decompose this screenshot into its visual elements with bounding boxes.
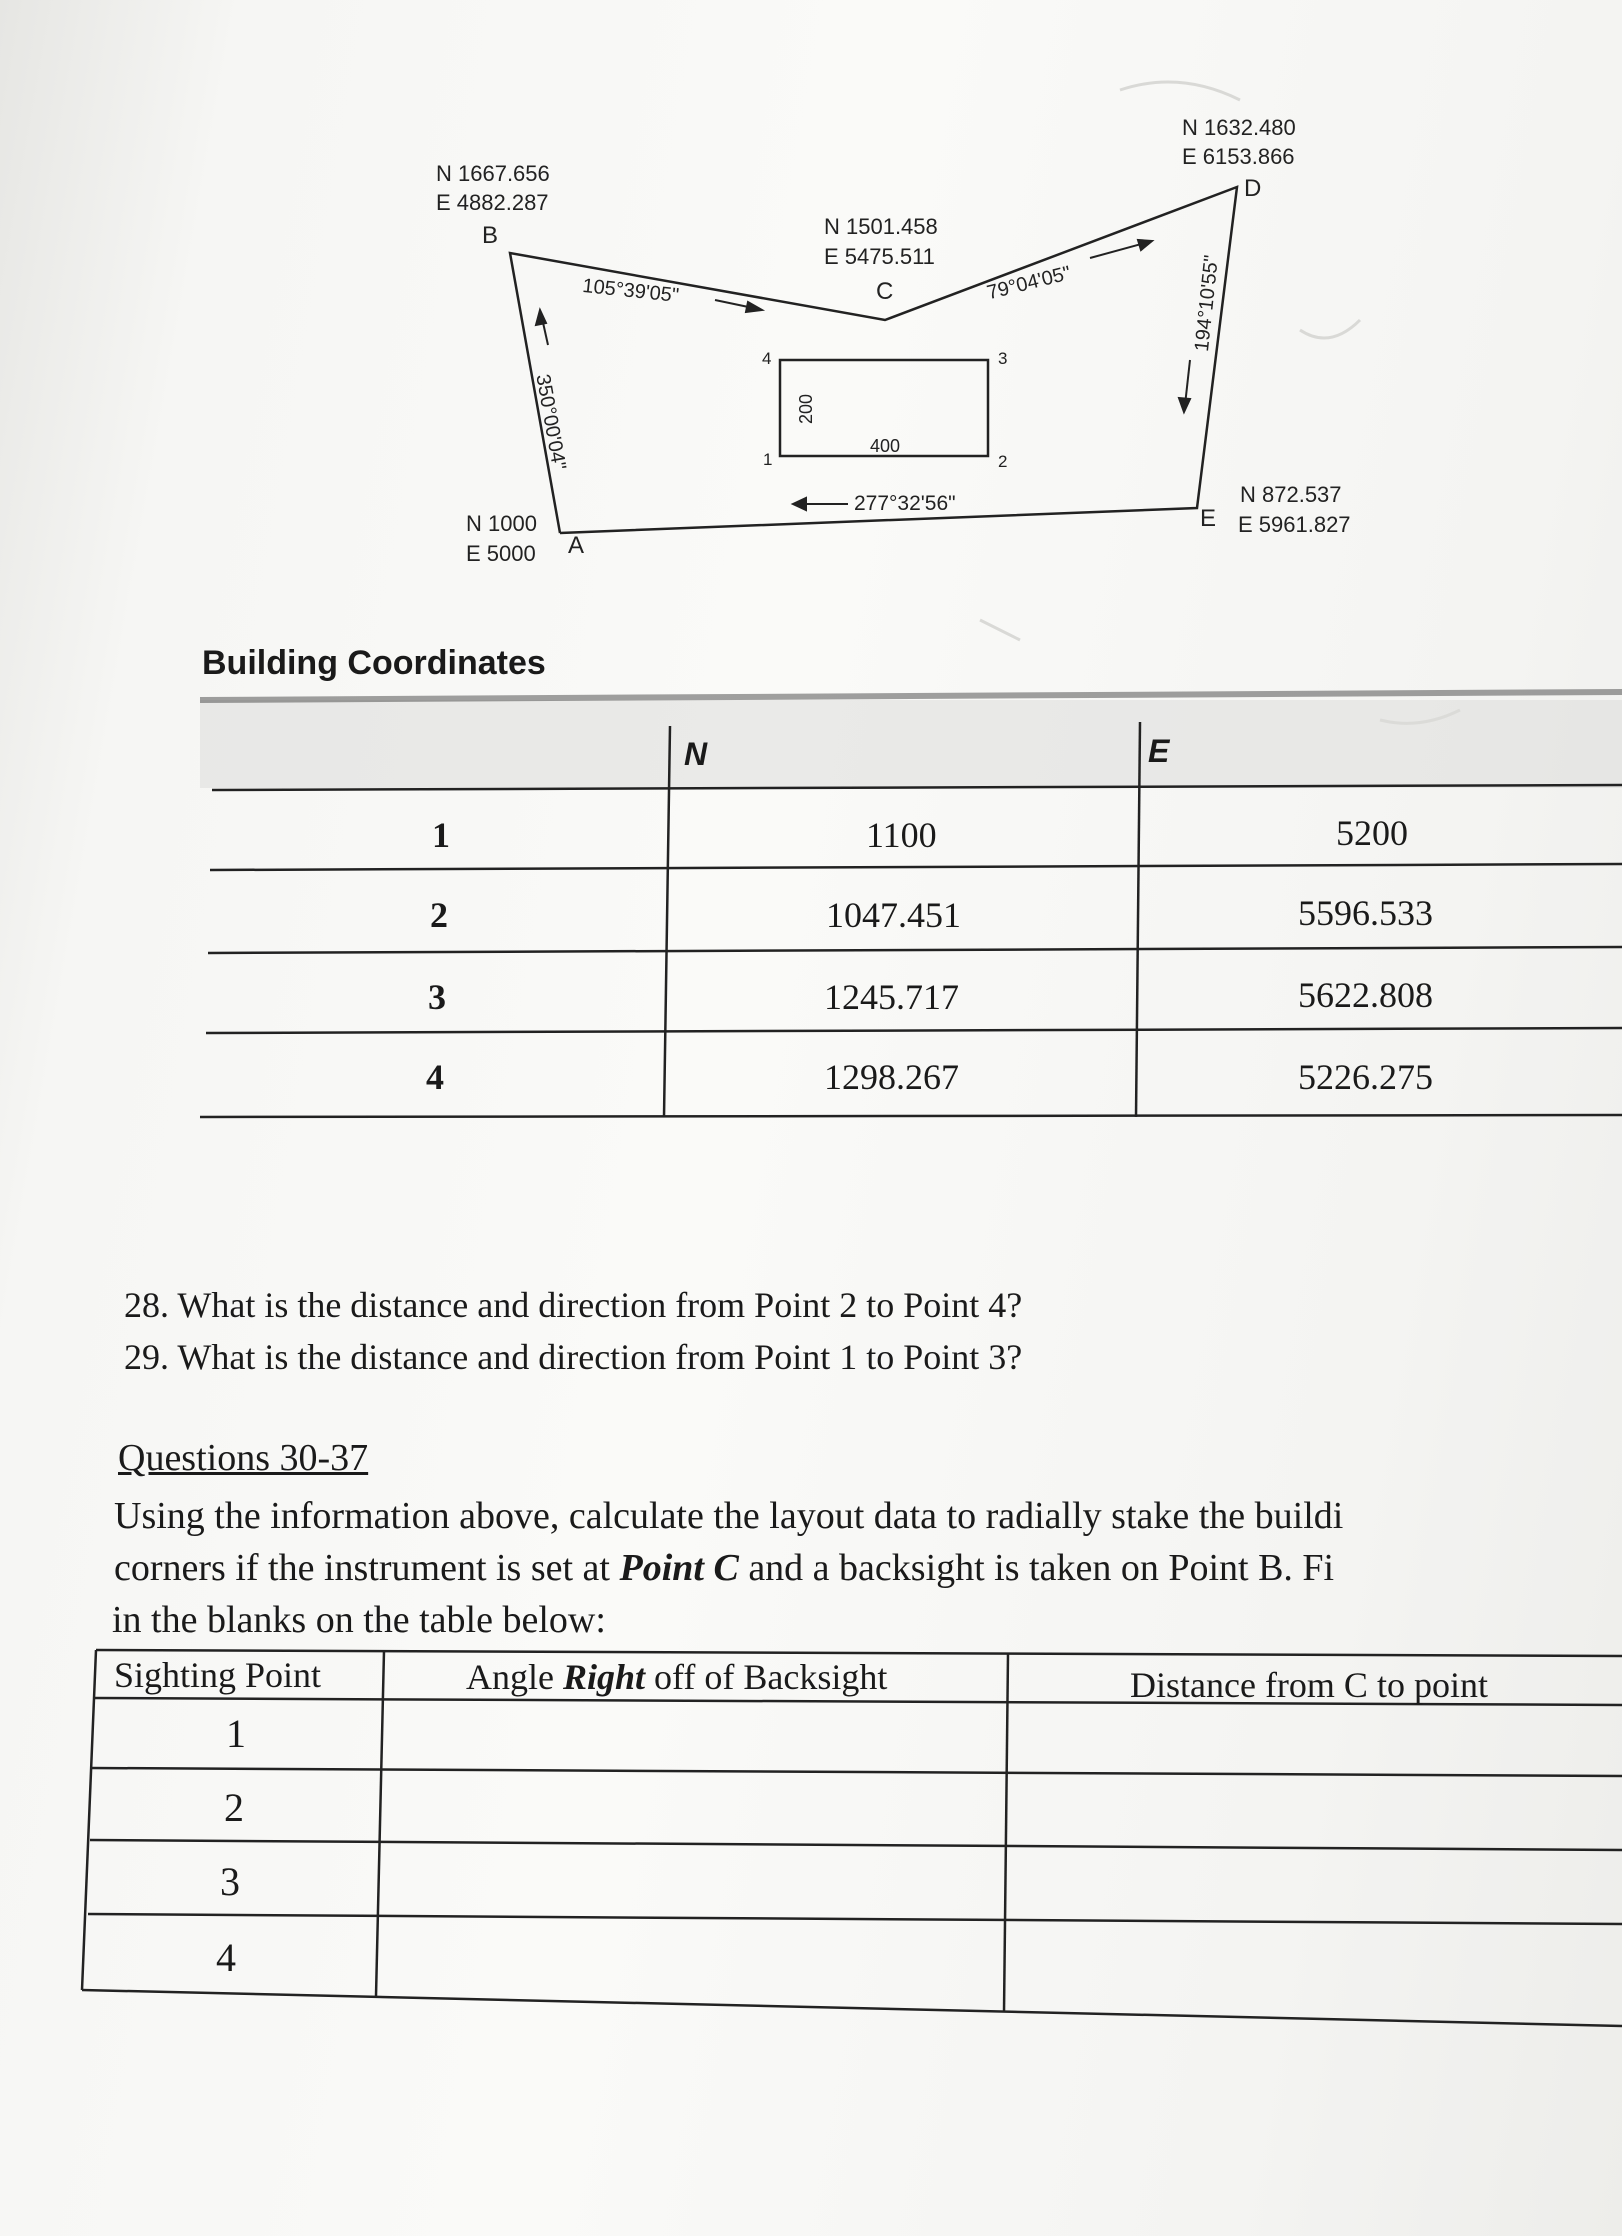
point-a-easting: E 5000: [466, 541, 536, 566]
building-corner-1: 1: [763, 450, 773, 469]
row-northing: 1298.267: [824, 1057, 959, 1097]
row-easting: 5226.275: [1298, 1057, 1433, 1097]
bearing-cd-label: 79°04'05": [984, 262, 1074, 305]
angle-answer-cell[interactable]: [390, 1776, 998, 1838]
bearing-ea-label: 277°32'56": [854, 492, 956, 515]
point-b-northing: N 1667.656: [436, 161, 550, 186]
row-northing: 1245.717: [824, 977, 959, 1017]
row-point: 4: [426, 1057, 444, 1097]
instructions-line-3: in the blanks on the table below:: [112, 1599, 606, 1641]
bearing-ab-label: 350°00'04": [531, 372, 570, 472]
angle-answer-cell[interactable]: [392, 1704, 1000, 1766]
building-corner-3: 3: [998, 349, 1008, 368]
sighting-point-cell: 1: [226, 1711, 246, 1756]
sighting-point-cell: 3: [220, 1859, 240, 1904]
point-b-label: B: [482, 222, 499, 249]
row-point: 3: [428, 977, 446, 1017]
header-angle-right: [466, 1656, 887, 1698]
header-sighting-point: Sighting Point: [114, 1655, 322, 1695]
row-easting: 5622.808: [1298, 975, 1433, 1015]
angle-answer-cell[interactable]: [386, 1924, 994, 1986]
header-text: Angle: [466, 1657, 563, 1697]
row-easting: 5200: [1336, 813, 1408, 853]
row-point: 1: [432, 815, 450, 855]
header-emphasis: Right: [562, 1657, 646, 1697]
header-distance: Distance from C to point: [1130, 1665, 1488, 1705]
point-d-label: D: [1244, 175, 1262, 202]
point-e-easting: E 5961.827: [1238, 512, 1351, 537]
coordinates-title: Building Coordinates: [202, 644, 546, 682]
question-text: What is the distance and direction from Point 1 to Point 3?: [177, 1337, 1023, 1377]
row-easting: 5596.533: [1298, 893, 1433, 933]
point-d-northing: N 1632.480: [1182, 115, 1296, 140]
point-c-northing: N 1501.458: [824, 214, 938, 239]
distance-answer-cell[interactable]: [1016, 1708, 1616, 1770]
building-width: 400: [870, 436, 901, 456]
building-depth: 200: [796, 393, 816, 424]
point-a-label: A: [568, 532, 585, 559]
point-d-easting: E 6153.866: [1182, 144, 1295, 169]
question-text: What is the distance and direction from Point 2 to Point 4?: [177, 1285, 1023, 1325]
row-northing: 1100: [866, 815, 937, 855]
point-b-easting: E 4882.287: [436, 190, 549, 215]
point-a-northing: N 1000: [466, 511, 537, 536]
question-number: 29.: [124, 1337, 169, 1377]
bearing-bc-label: 105°39'05": [581, 274, 680, 307]
distance-answer-cell[interactable]: [1014, 1782, 1614, 1844]
point-e-label: E: [1200, 505, 1217, 532]
sighting-point-cell: 4: [216, 1935, 236, 1980]
header-text: off of Backsight: [645, 1657, 888, 1697]
instructions-line-1: Using the information above, calculate the layout data to radially stake the buildi: [114, 1495, 1344, 1537]
row-northing: 1047.451: [826, 895, 961, 935]
point-e-northing: N 872.537: [1240, 482, 1342, 507]
distance-answer-cell[interactable]: [1012, 1856, 1612, 1918]
angle-answer-cell[interactable]: [388, 1850, 996, 1912]
bearing-de-label: 194°10'55": [1190, 254, 1223, 353]
instructions-text: and a backsight is taken on Point B. Fi: [738, 1547, 1335, 1589]
building-corner-2: 2: [998, 452, 1008, 471]
section-title: Questions 30-37: [118, 1437, 369, 1479]
instructions-emphasis: Point C: [619, 1547, 739, 1589]
question-number: 28.: [124, 1285, 169, 1325]
column-header-e: E: [1148, 733, 1170, 769]
row-point: 2: [430, 895, 448, 935]
point-c-label: C: [876, 278, 894, 305]
distance-answer-cell[interactable]: [1010, 1932, 1610, 1994]
building-corner-4: 4: [762, 349, 772, 368]
sighting-point-cell: 2: [224, 1785, 244, 1830]
point-c-easting: E 5475.511: [824, 244, 935, 269]
column-header-n: N: [684, 736, 708, 772]
instructions-text: corners if the instrument is set at: [114, 1547, 620, 1589]
